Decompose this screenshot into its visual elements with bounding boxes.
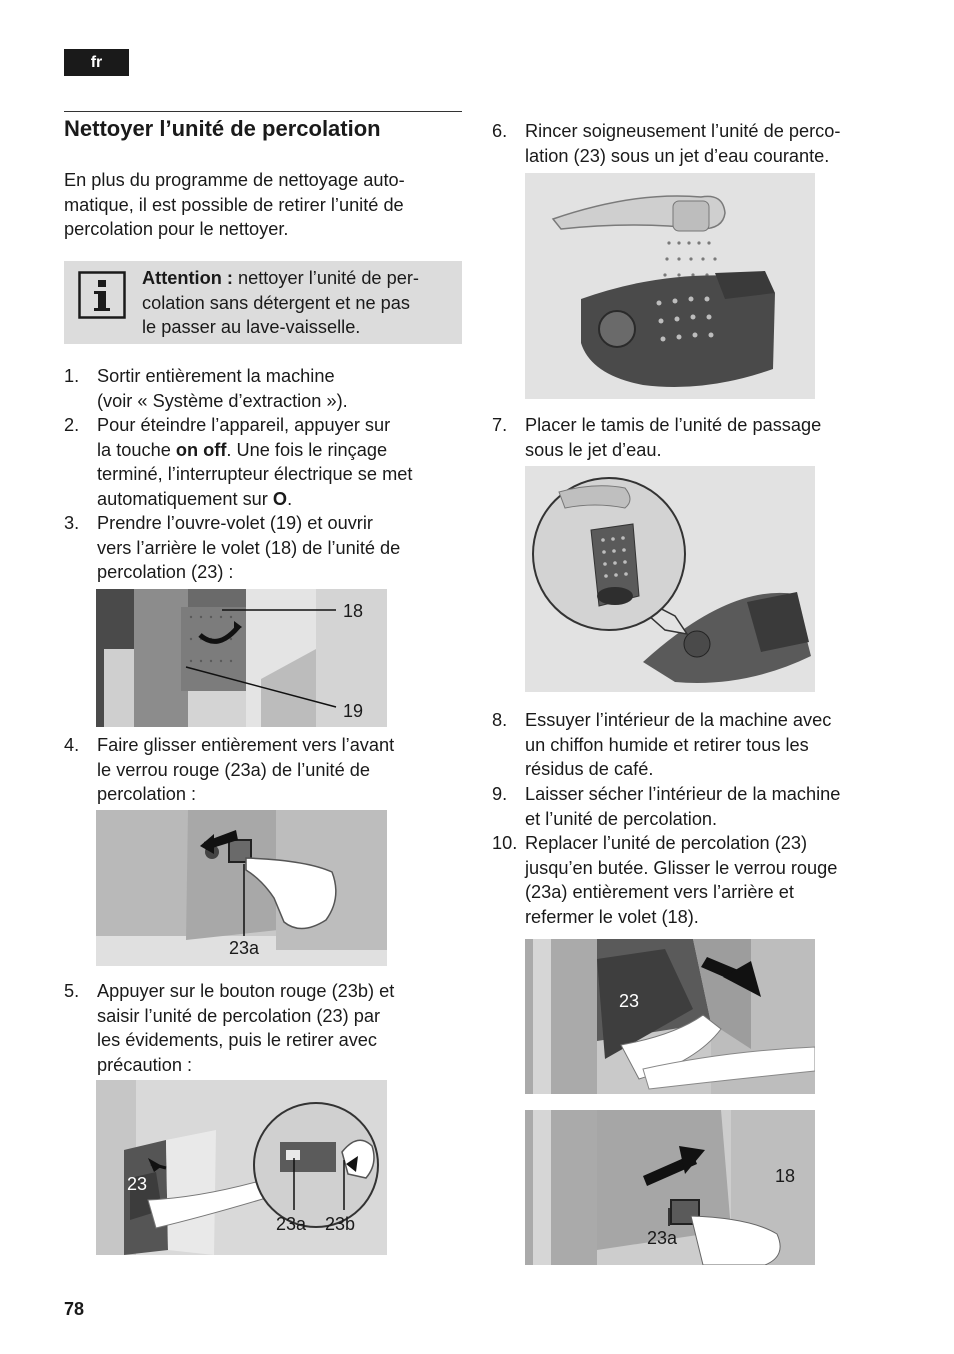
- figure-insert-unit: [525, 939, 815, 1094]
- step-9: 9. Laisser sécher l’intérieur de la machine et l’unité de percolation.: [492, 784, 841, 829]
- fig3-label-18: 18: [343, 601, 364, 621]
- figure-rinse-sieve: [525, 466, 815, 692]
- step-1: 1. Sortir entièrement la machine (voir « Système d’extraction »).: [64, 366, 348, 411]
- section-title: Nettoyer l’unité de percolation: [64, 116, 381, 141]
- fig4-label-23a: 23a: [229, 938, 260, 958]
- fig10a-label-23: 23: [619, 991, 640, 1011]
- figure-remove-unit: [96, 1080, 387, 1255]
- step-8: 8. Essuyer l’intérieur de la machine avec un chiffon humide et retirer tous les résidus de café.: [492, 710, 832, 779]
- figure-open-flap: [96, 589, 387, 727]
- step-5: 5. Appuyer sur le bouton rouge (23b) et saisir l’unité de percolation (23) par les évidements, puis le retirer avec précaution :: [64, 981, 395, 1075]
- figure-slide-lock-back: [525, 1110, 815, 1265]
- step-6: 6. Rincer soigneusement l’unité de perco- lation (23) sous un jet d’eau courante.: [492, 121, 841, 166]
- page-number: 78: [64, 1299, 85, 1319]
- fig5-label-23b: 23b: [325, 1214, 356, 1234]
- info-icon: [78, 271, 126, 319]
- section-rule: [64, 111, 462, 112]
- attention-text: Attention : nettoyer l’unité de per- colation sans détergent et ne pas le passer au lave-vaisselle.: [142, 268, 419, 337]
- fig3-label-19: 19: [343, 701, 364, 721]
- fig5-label-23: 23: [127, 1174, 148, 1194]
- step-7: 7. Placer le tamis de l’unité de passage sous le jet d’eau.: [492, 415, 822, 460]
- language-tab: fr: [64, 49, 129, 76]
- step-10: 10. Replacer l’unité de percolation (23) jusqu’en butée. Glisser le verrou rouge (23a) entièrement vers l’arrière et refermer le volet (18).: [492, 833, 838, 927]
- figure-slide-lock: [96, 810, 387, 966]
- step-2: 2. Pour éteindre l’appareil, appuyer sur la touche on off. Une fois le rinçage terminé, l’interrupteur électrique se met automatiquement sur O.: [64, 415, 413, 509]
- fig5-label-23a: 23a: [276, 1214, 307, 1234]
- step-4: 4. Faire glisser entièrement vers l’avant le verrou rouge (23a) de l’unité de percolation :: [64, 735, 395, 804]
- fig10b-label-23a: 23a: [647, 1228, 678, 1248]
- attention-box: [64, 261, 462, 344]
- attention-label: Attention :: [142, 268, 233, 288]
- step-3: 3. Prendre l’ouvre-volet (19) et ouvrir vers l’arrière le volet (18) de l’unité de percolation (23) :: [64, 513, 401, 582]
- fig10b-label-18: 18: [775, 1166, 796, 1186]
- figure-rinse-unit: [525, 173, 815, 399]
- intro-paragraph: En plus du programme de nettoyage auto- matique, il est possible de retirer l’unité de percolation pour le nettoyer.: [64, 170, 405, 239]
